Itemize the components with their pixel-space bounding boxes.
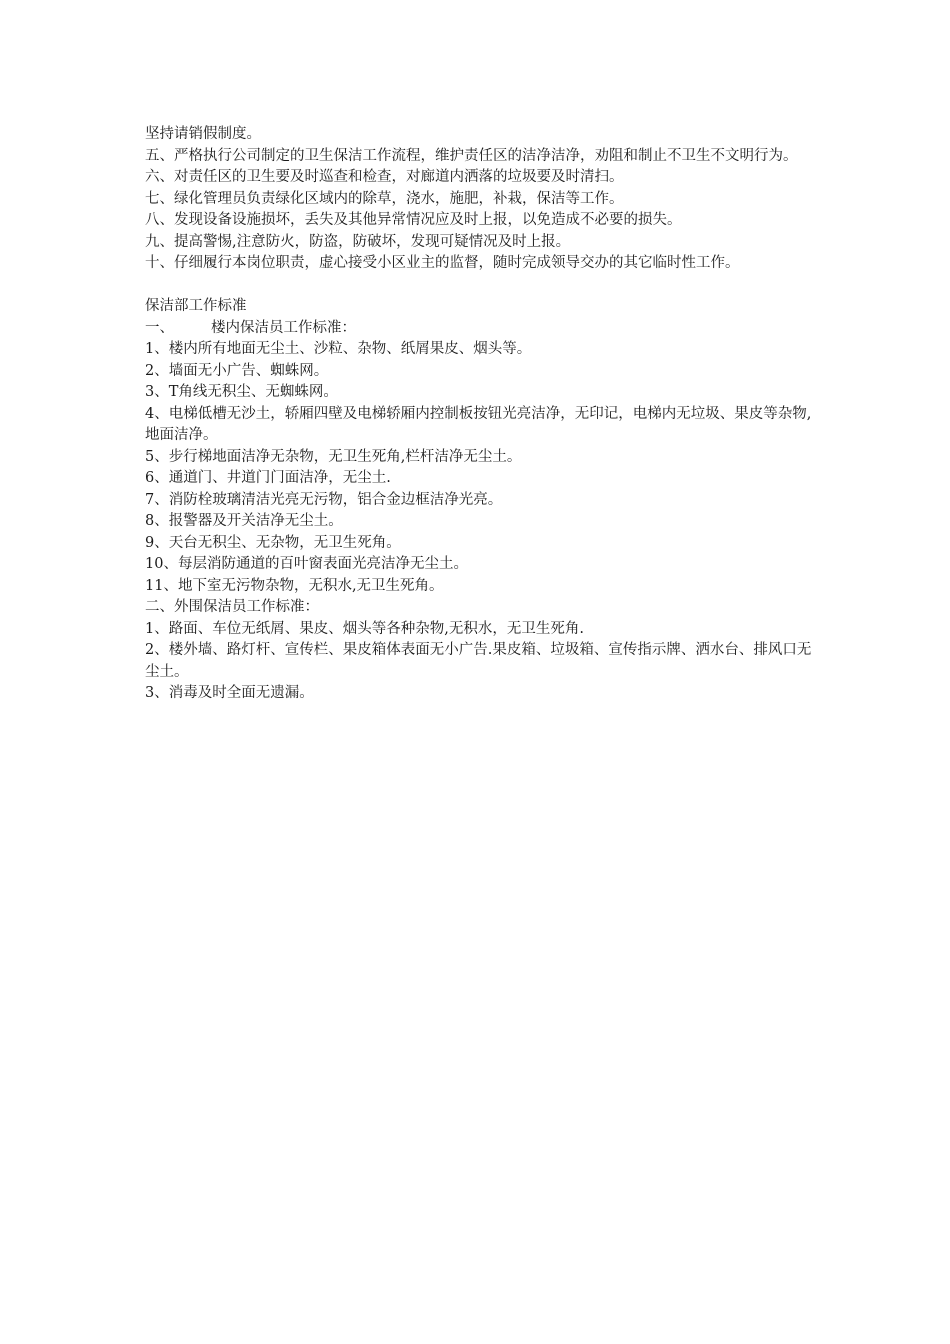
standard-item: 2、楼外墙、路灯杆、宣传栏、果皮箱体表面无小广告.果皮箱、垃圾箱、宣传指示牌、洒水台、排风口无尘土。 (145, 642, 812, 680)
standard-item: 2、墙面无小广告、蜘蛛网。 (145, 362, 329, 379)
standard-item: 1、楼内所有地面无尘土、沙粒、杂物、纸屑果皮、烟头等。 (145, 341, 532, 357)
paragraph-item-8: 八、发现设备设施损坏，丢失及其他异常情况应及时上报，以免造成不必要的损失。 (145, 212, 682, 228)
document-page (145, 124, 825, 705)
standard-item: 6、通道门、井道门门面洁净，无尘土. (145, 470, 391, 486)
standard-item: 11、地下室无污物杂物，无积水,无卫生死角。 (145, 577, 444, 594)
standard-item: 4、电梯低槽无沙土，轿厢四壁及电梯轿厢内控制板按钮光亮洁净，无印记，电梯内无垃圾、果皮等杂物,地面洁净。 (145, 405, 812, 443)
standard-item: 3、消毒及时全面无遗漏。 (145, 685, 314, 701)
standard-item: 5、步行梯地面洁净无杂物，无卫生死角,栏杆洁净无尘土。 (145, 448, 522, 465)
paragraph-item-10: 十、仔细履行本岗位职责，虚心接受小区业主的监督，随时完成领导交办的其它临时性工作。 (145, 255, 740, 271)
paragraph-leave-policy: 坚持请销假制度。 (145, 126, 261, 142)
blank-line (145, 275, 825, 297)
standard-item: 1、路面、车位无纸屑、果皮、烟头等各种杂物,无积水，无卫生死角. (145, 620, 584, 637)
standard-item: 8、报警器及开关洁净无尘土。 (145, 513, 343, 529)
section1-heading (145, 318, 825, 340)
paragraph-item-7: 七、绿化管理员负责绿化区域内的除草，浇水，施肥，补栽，保洁等工作。 (145, 190, 624, 207)
section2-heading: 二、外围保洁员工作标准： (145, 599, 319, 615)
paragraph-item-9: 九、提高警惕,注意防火，防盗，防破坏，发现可疑情况及时上报。 (145, 233, 571, 250)
standard-item: 7、消防栓玻璃清洁光亮无污物，铝合金边框洁净光亮。 (145, 491, 503, 508)
paragraph-item-5: 五、严格执行公司制定的卫生保洁工作流程，维护责任区的洁净洁净，劝阻和制止不卫生不文明行为。 (145, 147, 798, 164)
section-title: 保洁部工作标准 (145, 298, 247, 314)
section1-number: 一、 (145, 319, 174, 336)
standard-item: 3、T角线无积尘、无蜘蛛网。 (145, 384, 338, 400)
paragraph-item-6: 六、对责任区的卫生要及时巡查和检查，对廊道内洒落的垃圾要及时清扫。 (145, 169, 624, 185)
section1-heading-text: 楼内保洁员工作标准： (211, 319, 356, 336)
standard-item: 10、每层消防通道的百叶窗表面光亮洁净无尘土。 (145, 556, 468, 572)
standard-item: 9、天台无积尘、无杂物，无卫生死角。 (145, 534, 401, 551)
